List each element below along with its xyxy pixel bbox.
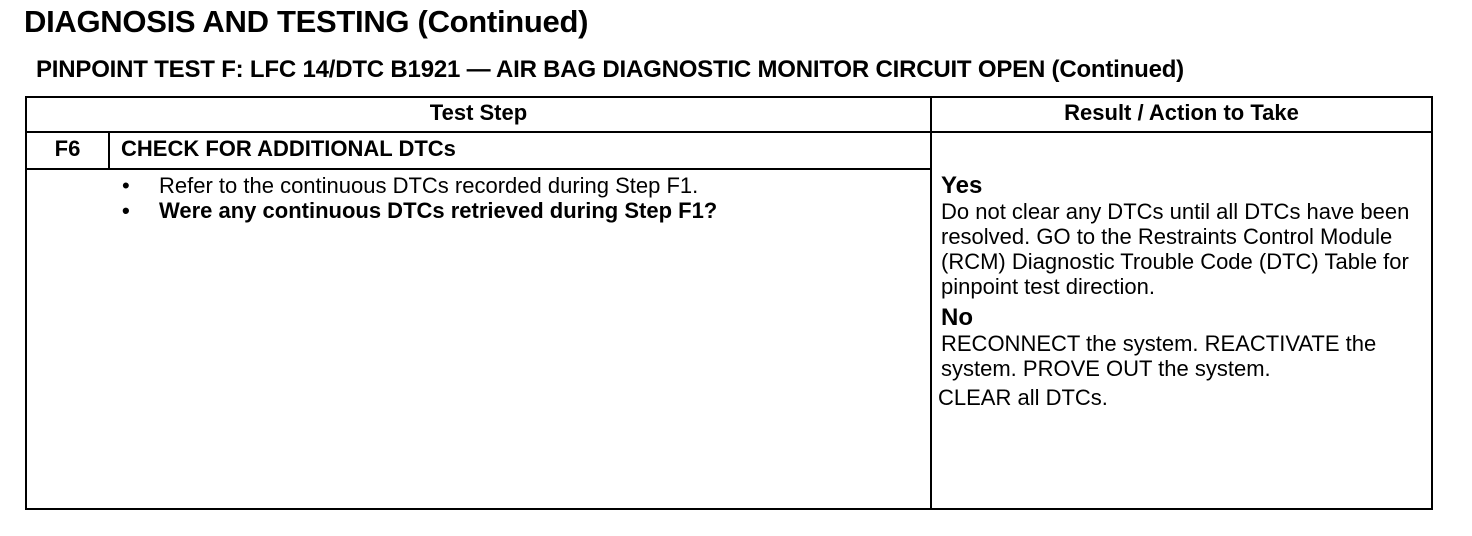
instruction-question: Were any continuous DTCs retrieved during Step F1? xyxy=(159,198,718,223)
instruction-text: Refer to the continuous DTCs recorded during Step F1. xyxy=(159,173,699,198)
no-action-text-clear: CLEAR all DTCs. xyxy=(938,385,1108,410)
yes-action-text: Do not clear any DTCs until all DTCs have been resolved. GO to the Restraints Control Module (RCM) Diagnostic Trouble Code (DTC) Table for pinpoint test direction. xyxy=(941,199,1410,299)
list-item xyxy=(119,198,717,223)
no-action-text: RECONNECT the system. REACTIVATE the system. PROVE OUT the system. xyxy=(941,331,1377,381)
bullet-icon: • xyxy=(122,198,130,223)
header-divider xyxy=(27,131,1431,133)
bullet-icon: • xyxy=(122,173,130,198)
list-item xyxy=(119,173,717,198)
step-title: CHECK FOR ADDITIONAL DTCs xyxy=(121,136,456,161)
step-instructions xyxy=(119,173,717,223)
page-title: DIAGNOSIS AND TESTING (Continued) xyxy=(24,4,589,39)
step-title-divider xyxy=(27,168,930,170)
header-test-step: Test Step xyxy=(429,100,528,125)
pinpoint-test-table xyxy=(25,96,1433,510)
column-divider xyxy=(930,98,932,508)
yes-label: Yes xyxy=(941,172,983,199)
pinpoint-test-title: PINPOINT TEST F: LFC 14/DTC B1921 — AIR BAG DIAGNOSTIC MONITOR CIRCUIT OPEN (Continued) xyxy=(36,56,1184,83)
result-action-cell xyxy=(938,172,1427,410)
step-id-divider xyxy=(108,133,110,168)
no-label: No xyxy=(941,304,973,331)
step-id: F6 xyxy=(54,136,81,161)
header-result-action: Result / Action to Take xyxy=(1064,100,1299,125)
